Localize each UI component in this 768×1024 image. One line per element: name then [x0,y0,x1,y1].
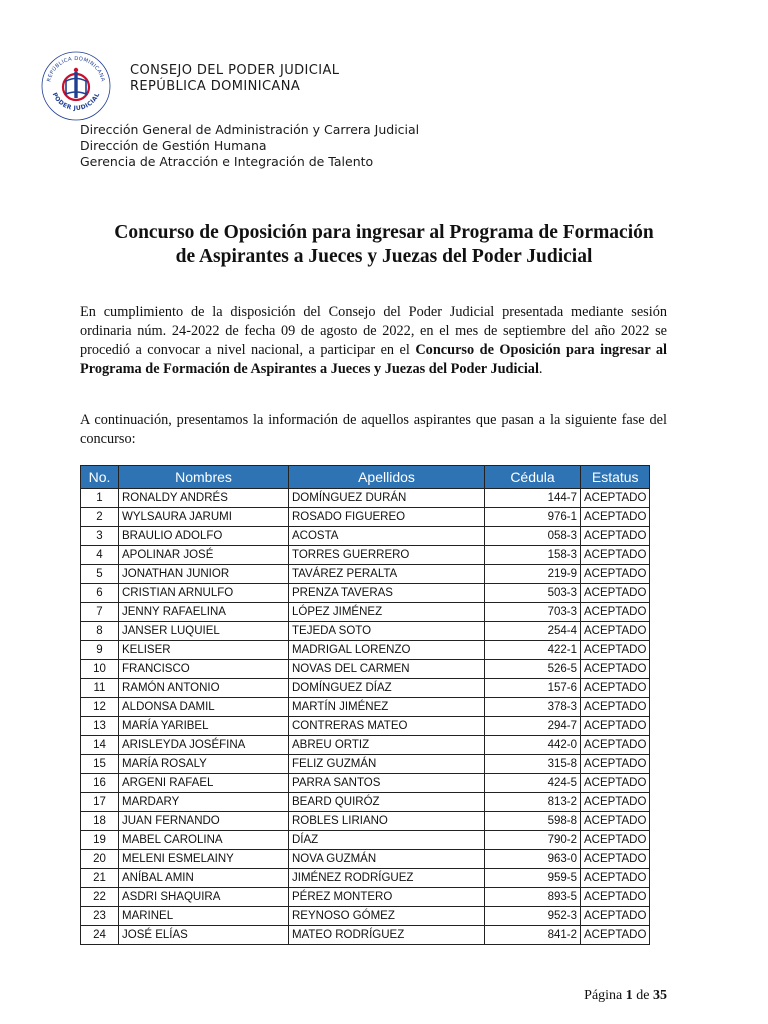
row-apellidos: ACOSTA [289,527,485,546]
list-intro-paragraph: A continuación, presentamos la información de aquellos aspirantes que pasan a la siguiente fase del concurso: [80,412,667,447]
table-header-row [81,466,650,489]
row-apellidos: CONTRERAS MATEO [289,717,485,736]
row-number: 17 [81,793,119,812]
row-apellidos: PÉREZ MONTERO [289,888,485,907]
row-apellidos: MARTÍN JIMÉNEZ [289,698,485,717]
row-number: 1 [81,489,119,508]
table-row [81,660,650,679]
row-number: 21 [81,869,119,888]
row-apellidos: MATEO RODRÍGUEZ [289,926,485,945]
row-nombres: ARISLEYDA JOSÉFINA [119,736,289,755]
table-row [81,831,650,850]
table-row [81,888,650,907]
row-nombres: JUAN FERNANDO [119,812,289,831]
table-row [81,869,650,888]
table-row [81,527,650,546]
row-apellidos: TORRES GUERRERO [289,546,485,565]
row-cedula: 315-8 [485,755,581,774]
row-apellidos: ROBLES LIRIANO [289,812,485,831]
table-row [81,546,650,565]
poder-judicial-seal-logo [40,50,112,122]
row-cedula: 790-2 [485,831,581,850]
row-cedula: 442-0 [485,736,581,755]
current-page: 1 [625,988,633,1003]
header-estatus: Estatus [581,466,650,489]
title-line-1: Concurso de Oposición para ingresar al Programa de Formación [114,222,654,243]
row-estatus: ACEPTADO [581,926,650,945]
row-estatus: ACEPTADO [581,641,650,660]
table-row [81,755,650,774]
row-cedula: 144-7 [485,489,581,508]
header-apellidos: Apellidos [289,466,485,489]
table-row [81,717,650,736]
table-row [81,907,650,926]
row-cedula: 976-1 [485,508,581,527]
row-apellidos: BEARD QUIRÓZ [289,793,485,812]
page-number [584,988,667,1004]
row-apellidos: LÓPEZ JIMÉNEZ [289,603,485,622]
row-apellidos: TAVÁREZ PERALTA [289,565,485,584]
title-line-2: de Aspirantes a Jueces y Juezas del Poder Judicial [175,246,593,267]
table-row [81,584,650,603]
dept-line-2: Dirección de Gestión Humana [80,138,267,153]
row-nombres: FRANCISCO [119,660,289,679]
row-nombres: APOLINAR JOSÉ [119,546,289,565]
page-prefix: Página [584,988,623,1003]
row-apellidos: NOVA GUZMÁN [289,850,485,869]
row-nombres: MARINEL [119,907,289,926]
row-number: 2 [81,508,119,527]
row-number: 15 [81,755,119,774]
row-estatus: ACEPTADO [581,698,650,717]
row-cedula: 963-0 [485,850,581,869]
row-number: 4 [81,546,119,565]
table-row [81,603,650,622]
row-apellidos: ABREU ORTIZ [289,736,485,755]
row-apellidos: PARRA SANTOS [289,774,485,793]
header-nombres: Nombres [119,466,289,489]
row-nombres: MARÍA ROSALY [119,755,289,774]
row-apellidos: FELIZ GUZMÁN [289,755,485,774]
department-block [80,122,419,170]
org-line-1: CONSEJO DEL PODER JUDICIAL [130,63,340,78]
row-nombres: KELISER [119,641,289,660]
row-estatus: ACEPTADO [581,869,650,888]
row-number: 14 [81,736,119,755]
row-estatus: ACEPTADO [581,508,650,527]
table-row [81,812,650,831]
row-estatus: ACEPTADO [581,793,650,812]
row-number: 5 [81,565,119,584]
row-number: 22 [81,888,119,907]
row-cedula: 893-5 [485,888,581,907]
table-row [81,489,650,508]
row-apellidos: DOMÍNGUEZ DURÁN [289,489,485,508]
row-cedula: 424-5 [485,774,581,793]
row-cedula: 422-1 [485,641,581,660]
row-apellidos: ROSADO FIGUEREO [289,508,485,527]
row-estatus: ACEPTADO [581,546,650,565]
row-number: 23 [81,907,119,926]
candidates-table [80,465,650,945]
row-nombres: BRAULIO ADOLFO [119,527,289,546]
row-apellidos: PRENZA TAVERAS [289,584,485,603]
row-nombres: WYLSAURA JARUMI [119,508,289,527]
row-number: 10 [81,660,119,679]
page-mid: de [636,988,650,1003]
table-row [81,698,650,717]
organization-name [130,63,339,95]
table-row [81,508,650,527]
row-cedula: 378-3 [485,698,581,717]
intro-paragraph [80,303,667,379]
org-line-2: REPÚBLICA DOMINICANA [130,79,301,94]
row-number: 3 [81,527,119,546]
row-nombres: JOSÉ ELÍAS [119,926,289,945]
row-estatus: ACEPTADO [581,755,650,774]
intro-text: En cumplimiento de la disposición del Consejo del Poder Judicial presentada mediante sesión ordinaria núm. 24-2022 de fecha 09 de agosto de 2022, en el mes de septiembre del año 2022 se procedió a convocar a nivel nacional, a participar en el [80,304,667,358]
row-cedula: 952-3 [485,907,581,926]
table-row [81,641,650,660]
row-estatus: ACEPTADO [581,679,650,698]
row-cedula: 503-3 [485,584,581,603]
intro-bold-text: Concurso de Oposición para ingresar al Programa de Formación de Aspirantes a Jueces y Juezas del Poder Judicial [80,342,667,377]
row-apellidos: DÍAZ [289,831,485,850]
row-number: 9 [81,641,119,660]
row-number: 11 [81,679,119,698]
row-number: 7 [81,603,119,622]
svg-text:PODER JUDICIAL: PODER JUDICIAL [50,91,102,113]
row-number: 20 [81,850,119,869]
row-nombres: ARGENI RAFAEL [119,774,289,793]
total-pages: 35 [653,988,667,1003]
row-number: 13 [81,717,119,736]
row-number: 8 [81,622,119,641]
row-estatus: ACEPTADO [581,603,650,622]
row-apellidos: NOVAS DEL CARMEN [289,660,485,679]
table-row [81,679,650,698]
row-cedula: 841-2 [485,926,581,945]
header-no: No. [81,466,119,489]
row-nombres: MELENI ESMELAINY [119,850,289,869]
row-cedula: 294-7 [485,717,581,736]
intro-end: . [538,361,543,377]
row-nombres: ALDONSA DAMIL [119,698,289,717]
row-estatus: ACEPTADO [581,660,650,679]
row-estatus: ACEPTADO [581,717,650,736]
document-title [60,221,708,269]
row-estatus: ACEPTADO [581,812,650,831]
row-number: 6 [81,584,119,603]
row-apellidos: JIMÉNEZ RODRÍGUEZ [289,869,485,888]
row-cedula: 254-4 [485,622,581,641]
row-cedula: 158-3 [485,546,581,565]
table-row [81,793,650,812]
row-estatus: ACEPTADO [581,850,650,869]
header-cedula: Cédula [485,466,581,489]
row-estatus: ACEPTADO [581,831,650,850]
row-nombres: CRISTIAN ARNULFO [119,584,289,603]
row-cedula: 703-3 [485,603,581,622]
row-nombres: MARDARY [119,793,289,812]
row-nombres: MABEL CAROLINA [119,831,289,850]
dept-line-3: Gerencia de Atracción e Integración de Talento [80,154,374,169]
row-apellidos: TEJEDA SOTO [289,622,485,641]
row-estatus: ACEPTADO [581,774,650,793]
row-estatus: ACEPTADO [581,489,650,508]
row-estatus: ACEPTADO [581,565,650,584]
row-nombres: ANÍBAL AMIN [119,869,289,888]
table-row [81,736,650,755]
row-number: 12 [81,698,119,717]
row-estatus: ACEPTADO [581,527,650,546]
table-row [81,622,650,641]
row-nombres: JENNY RAFAELINA [119,603,289,622]
row-estatus: ACEPTADO [581,907,650,926]
row-nombres: ASDRI SHAQUIRA [119,888,289,907]
table-row [81,926,650,945]
table-row [81,774,650,793]
row-cedula: 526-5 [485,660,581,679]
row-estatus: ACEPTADO [581,584,650,603]
row-nombres: JONATHAN JUNIOR [119,565,289,584]
table-row [81,565,650,584]
row-cedula: 219-9 [485,565,581,584]
row-apellidos: DOMÍNGUEZ DÍAZ [289,679,485,698]
row-cedula: 157-6 [485,679,581,698]
row-cedula: 813-2 [485,793,581,812]
row-nombres: RAMÓN ANTONIO [119,679,289,698]
row-estatus: ACEPTADO [581,888,650,907]
row-number: 16 [81,774,119,793]
row-cedula: 959-5 [485,869,581,888]
table-row [81,850,650,869]
row-number: 19 [81,831,119,850]
row-cedula: 598-8 [485,812,581,831]
row-apellidos: REYNOSO GÓMEZ [289,907,485,926]
row-nombres: MARÍA YARIBEL [119,717,289,736]
row-number: 18 [81,812,119,831]
row-nombres: RONALDY ANDRÉS [119,489,289,508]
row-number: 24 [81,926,119,945]
row-nombres: JANSER LUQUIEL [119,622,289,641]
dept-line-1: Dirección General de Administración y Carrera Judicial [80,122,420,137]
row-cedula: 058-3 [485,527,581,546]
row-estatus: ACEPTADO [581,736,650,755]
row-estatus: ACEPTADO [581,622,650,641]
svg-text:REPÚBLICA DOMINICANA: REPÚBLICA DOMINICANA [46,55,106,83]
row-apellidos: MADRIGAL LORENZO [289,641,485,660]
